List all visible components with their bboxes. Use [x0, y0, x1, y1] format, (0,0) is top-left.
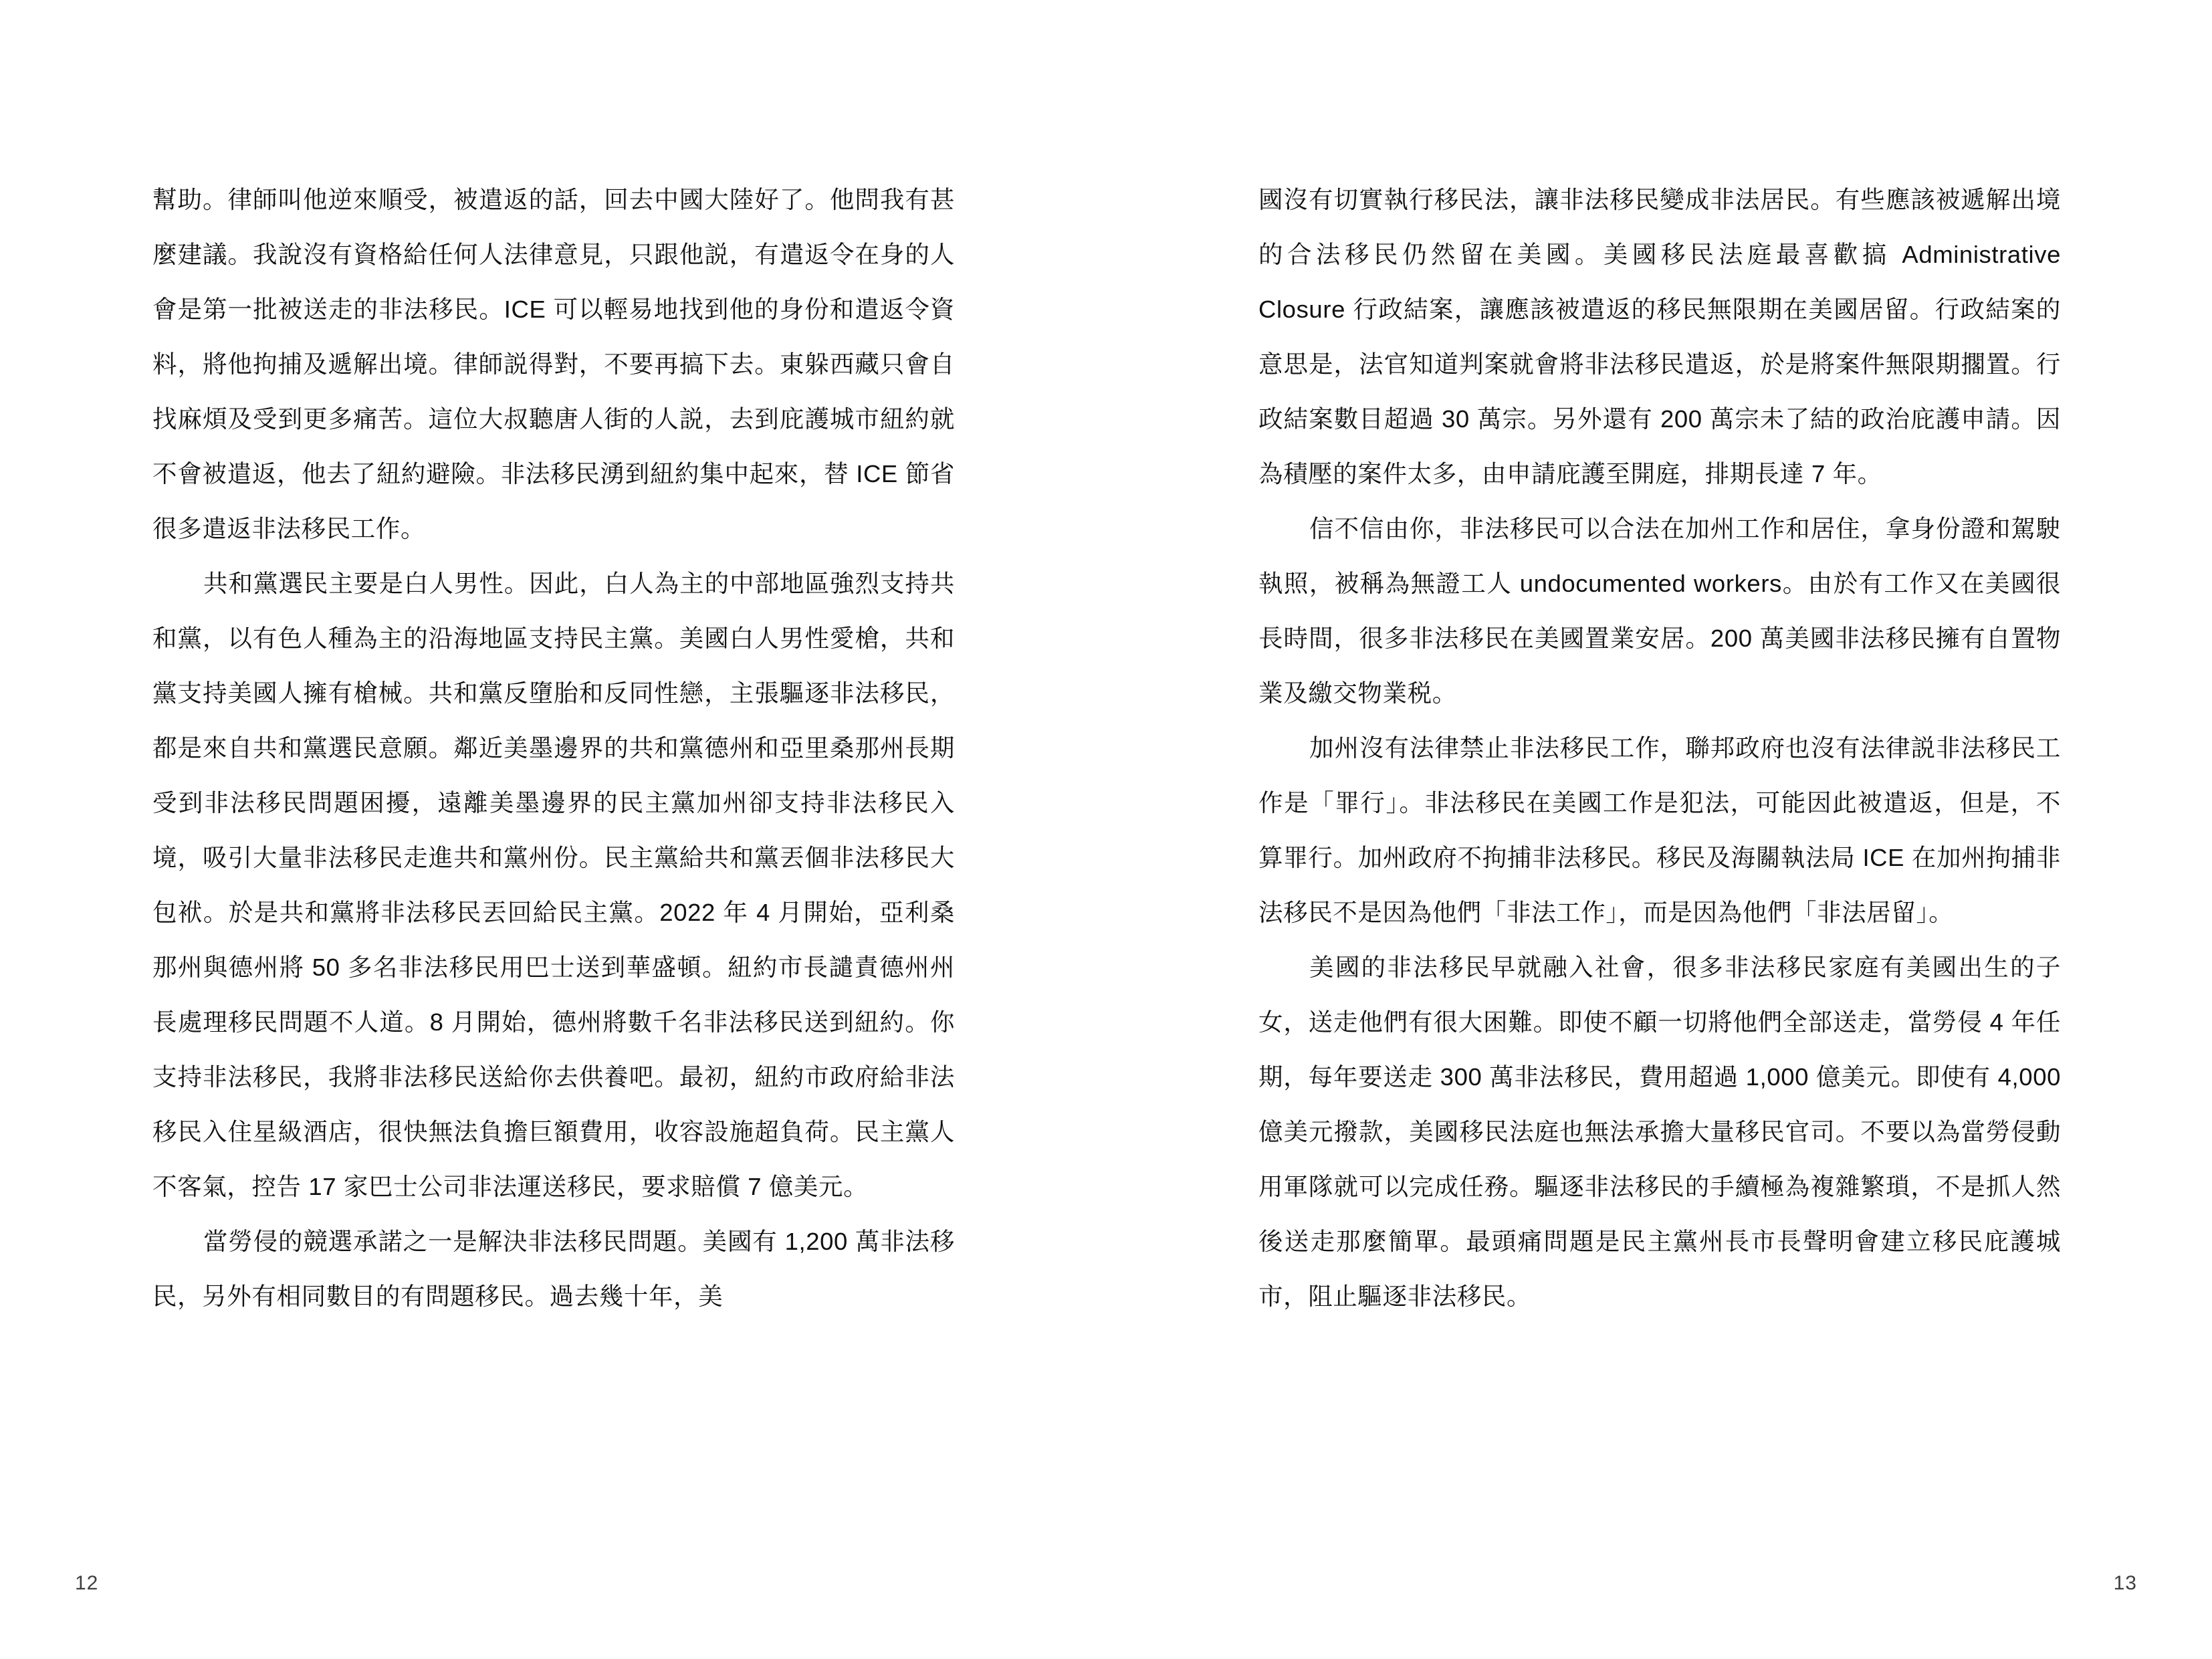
- page-number-left: 12: [75, 1572, 99, 1594]
- paragraph: 當勞侵的競選承諾之一是解決非法移民問題。美國有 1,200 萬非法移民，另外有相同數目的有問題移民。過去幾十年，美: [152, 1228, 955, 1310]
- left-page-text-column: [152, 173, 955, 1324]
- page-number-right: 13: [2113, 1572, 2137, 1594]
- right-page-text-column: [1258, 173, 2061, 1324]
- paragraph: 加州沒有法律禁止非法移民工作，聯邦政府也沒有法律説非法移民工作是「罪行」。非法移民在美國工作是犯法，可能因此被遣返，但是，不算罪行。加州政府不拘捕非法移民。移民及海關執法局 ICE 在加州拘捕非法移民不是因為他們「非法工作」，而是因為他們「非法居留」。: [1258, 734, 2061, 926]
- paragraph: 國沒有切實執行移民法，讓非法移民變成非法居民。有些應該被遞解出境的合法移民仍然留在美國。美國移民法庭最喜歡搞 Administrative Closure 行政結案，讓應該被遣返的移民無限期在美國居留。行政結案的意思是，法官知道判案就會將非法移民遣返，於是將案件無限期擱置。行政結案數目超過 30 萬宗。另外還有 200 萬宗未了結的政治庇護申請。因為積壓的案件太多，由申請庇護至開庭，排期長達 7 年。: [1258, 186, 2061, 487]
- right-page: [1106, 0, 2212, 1659]
- paragraph: 美國的非法移民早就融入社會，很多非法移民家庭有美國出生的子女，送走他們有很大困難。即使不顧一切將他們全部送走，當勞侵 4 年任期，每年要送走 300 萬非法移民，費用超過 1,000 億美元。即使有 4,000 億美元撥款，美國移民法庭也無法承擔大量移民官司。不要以為當勞侵動用軍隊就可以完成任務。驅逐非法移民的手續極為複雜繁瑣，不是抓人然後送走那麼簡單。最頭痛問題是民主黨州長市長聲明會建立移民庇護城市，阻止驅逐非法移民。: [1258, 954, 2061, 1310]
- paragraph: 幫助。律師叫他逆來順受，被遣返的話，回去中國大陸好了。他問我有甚麼建議。我說沒有資格給任何人法律意見，只跟他説，有遣返令在身的人會是第一批被送走的非法移民。ICE 可以輕易地找到他的身份和遣返令資料，將他拘捕及遞解出境。律師説得對，不要再搞下去。東躲西藏只會自找麻煩及受到更多痛苦。這位大叔聽唐人街的人説，去到庇護城市紐約就不會被遣返，他去了紐約避險。非法移民湧到紐約集中起來，替 ICE 節省很多遣返非法移民工作。: [152, 186, 955, 542]
- paragraph: 信不信由你，非法移民可以合法在加州工作和居住，拿身份證和駕駛執照，被稱為無證工人 undocumented workers。由於有工作又在美國很長時間，很多非法移民在美國置業安居。200 萬美國非法移民擁有自置物業及繳交物業税。: [1258, 515, 2061, 707]
- paragraph: 共和黨選民主要是白人男性。因此，白人為主的中部地區強烈支持共和黨，以有色人種為主的沿海地區支持民主黨。美國白人男性愛槍，共和黨支持美國人擁有槍械。共和黨反墮胎和反同性戀，主張驅逐非法移民，都是來自共和黨選民意願。鄰近美墨邊界的共和黨德州和亞里桑那州長期受到非法移民問題困擾，遠離美墨邊界的民主黨加州卻支持非法移民入境，吸引大量非法移民走進共和黨州份。民主黨給共和黨丟個非法移民大包袱。於是共和黨將非法移民丟回給民主黨。2022 年 4 月開始，亞利桑那州與德州將 50 多名非法移民用巴士送到華盛頓。紐約市長譴責德州州長處理移民問題不人道。8 月開始，德州將數千名非法移民送到紐約。你支持非法移民，我將非法移民送給你去供養吧。最初，紐約市政府給非法移民入住星級酒店，很快無法負擔巨額費用，收容設施超負荷。民主黨人不客氣，控告 17 家巴士公司非法運送移民，要求賠償 7 億美元。: [152, 570, 955, 1200]
